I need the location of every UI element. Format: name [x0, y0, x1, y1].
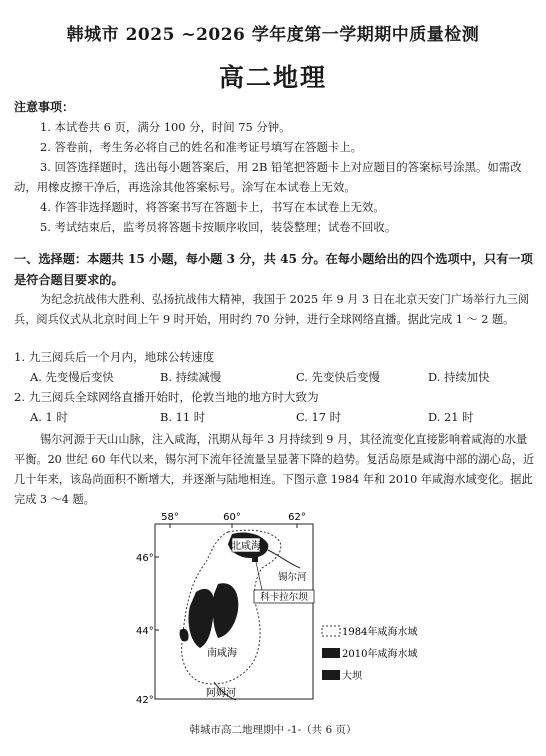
dam-marker — [252, 556, 258, 562]
page-footer: 韩城市高二地理期中 -1-（共 6 页） — [189, 724, 357, 736]
lat-label: 42° — [136, 695, 154, 706]
passage-2: 锡尔河源于天山山脉，注入咸海，汛期从每年 3 月持续到 9 月，其径流变化直接影响着咸海的水量平衡。20 世纪 60 年代以来，锡尔河下流年径流量呈显著下降的趋势。复活岛原是咸海中部的湖心岛，近几十年来，该岛尚面积不断增大，并逐渐与陆地相连。下图示意 1984 年和 2010 年咸海水域变化。据此完成 3 ～4 题。 — [14, 433, 535, 506]
passage-1: 为纪念抗战伟大胜利、弘扬抗战伟大精神，我国于 2025 年 9 月 3 日在北京天安门广场举行九三阅兵，阅兵仪式从北京时间上午 9 时开始，用时约 70 分钟，进行全球网络直播。据此完成 1 ～ 2 题。 — [14, 293, 530, 326]
south-aral-label: 南咸海 — [207, 648, 237, 659]
notice-item: 5. 考试结束后，监考员将答题卡按顺序收回，装袋整理；试卷不回收。 — [40, 220, 397, 234]
lat-label: 46° — [136, 553, 154, 564]
legend-1984-swatch — [322, 626, 340, 636]
dam-label: 科卡拉尔坝 — [260, 592, 308, 603]
question-1-option-d: D. 持续加快 — [428, 370, 490, 384]
question-1-stem: 1. 九三阅兵后一个月内，地球公转速度 — [14, 350, 215, 364]
question-1-option-c: C. 先变快后变慢 — [296, 370, 380, 384]
question-1-option-b: B. 持续减慢 — [160, 370, 222, 384]
question-2-option-d: D. 21 时 — [428, 410, 474, 424]
amu-darya-label: 阿姆河 — [206, 688, 236, 699]
south-aral-2010-small — [180, 629, 189, 642]
legend-dam-label: 大坝 — [342, 671, 362, 682]
legend-2010-label: 2010年咸海水域 — [342, 649, 418, 660]
south-aral-2010-west — [188, 589, 214, 648]
notice-item: 2. 答卷前，考生务必将自己的姓名和准考证号填写在答题卡上。 — [40, 140, 363, 154]
notice-heading: 注意事项： — [14, 100, 75, 114]
south-aral-2010-east — [213, 583, 239, 638]
notice-item: 1. 本试卷共 6 页，满分 100 分，时间 75 分钟。 — [40, 120, 291, 134]
legend-2010-swatch — [322, 648, 340, 658]
question-2-option-c: C. 17 时 — [296, 410, 342, 424]
lat-label: 44° — [136, 626, 154, 637]
lon-label: 62° — [288, 512, 306, 523]
question-2-stem: 2. 九三阅兵全球网络直播开始时，伦敦当地的地方时大致为 — [14, 390, 319, 404]
syr-darya-label: 锡尔河 — [278, 572, 307, 583]
question-2-option-a: A. 1 时 — [30, 410, 68, 424]
syr-darya-river — [268, 550, 300, 568]
legend-1984-label: 1984年咸海水域 — [342, 627, 418, 638]
lon-label: 60° — [223, 512, 241, 523]
subject-title: 高二地理 — [218, 63, 327, 92]
exam-title: 韩城市 2025 ~2026 学年度第一学期期中质量检测 — [66, 25, 480, 45]
section-heading: 一、选择题：本题共 15 小题，每小题 3 分，共 45 分。在每小题给出的四个选项中，只有一项是符合题目要求的。 — [14, 252, 533, 287]
legend-dam-swatch — [322, 670, 340, 680]
notice-item: 4. 作答非选择题时，将答案书写在答题卡上，书写在本试卷上无效。 — [40, 200, 385, 214]
question-2-option-b: B. 11 时 — [160, 410, 206, 424]
north-aral-label: 北咸海 — [231, 541, 261, 552]
notice-item: 3. 回答选择题时，选出每小题答案后，用 2B 铅笔把答题卡上对应题目的答案标号涂黑。如需改动，用橡皮擦干净后，再选涂其他答案标号。涂写在本试卷上无效。 — [14, 160, 522, 194]
lon-label: 58° — [161, 512, 179, 523]
question-1-option-a: A. 先变慢后变快 — [30, 370, 114, 384]
aral-sea-map — [0, 510, 546, 710]
